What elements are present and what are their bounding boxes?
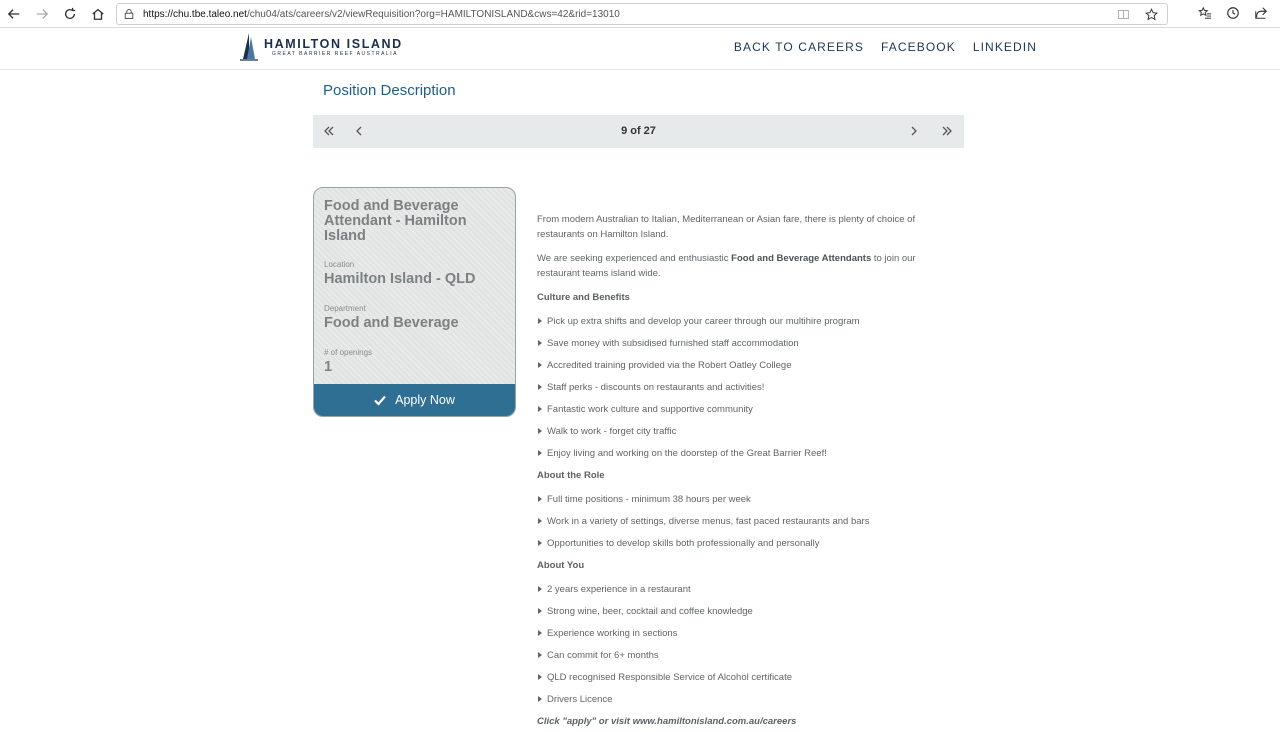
reader-view-icon[interactable] [1115,6,1131,22]
role-name: Food and Beverage Attendants [731,253,872,264]
department-value: Food and Beverage [324,315,459,331]
job-description [537,212,957,729]
page-count: 9 of 27 [621,125,656,137]
requisition-pager [313,115,964,148]
list-item: Accredited training provided via the Robert Oatley College [537,358,957,373]
site-header [0,28,1280,70]
seeking-paragraph: We are seeking experienced and enthusiastic Food and Beverage Attendants to join our restaurant teams island wide. [537,253,916,279]
next-page-icon[interactable] [906,123,922,139]
list-item: Work in a variety of settings, diverse menus, fast paced restaurants and bars [537,514,957,529]
list-item: Opportunities to develop skills both professionally and personally [537,536,957,551]
openings-label: # of openings [324,348,373,357]
list-item: Enjoy living and working on the doorstep of the Great Barrier Reef! [537,446,957,461]
list-item: Walk to work - forget city traffic [537,424,957,439]
nav-facebook[interactable]: FACEBOOK [881,40,956,54]
favorite-star-icon[interactable] [1143,6,1159,22]
list-item: Strong wine, beer, cocktail and coffee knowledge [537,604,957,619]
benefits-list [537,314,957,461]
favorites-icon[interactable] [1198,6,1212,20]
openings-value: 1 [324,359,333,375]
department-label: Department [324,304,366,313]
section-heading: About the Role [537,470,605,481]
back-icon[interactable] [0,0,28,28]
hamilton-island-logo[interactable] [238,32,403,62]
apply-call-to-action: Click "apply" or visit www.hamiltonisland.com.au/careers [537,716,797,727]
home-icon[interactable] [84,0,112,28]
share-icon[interactable] [1254,6,1268,20]
list-item: Full time positions - minimum 38 hours per week [537,492,957,507]
list-item: Experience working in sections [537,626,957,641]
list-item: Pick up extra shifts and develop your career through our multihire program [537,314,957,329]
list-item: QLD recognised Responsible Service of Alcohol certificate [537,670,957,685]
requirements-list [537,582,957,707]
url-text: https://chu.tbe.taleo.net/chu04/ats/careers/v2/viewRequisition?org=HAMILTONISLAND&cws=42&rid=13010 [143,8,620,20]
top-nav [734,40,1037,54]
role-list [537,492,957,551]
forward-icon[interactable] [28,0,56,28]
list-item: Can commit for 6+ months [537,648,957,663]
browser-toolbar [0,0,1280,28]
job-summary-card [313,187,516,417]
list-item: Save money with subsidised furnished staff accommodation [537,336,957,351]
nav-linkedin[interactable]: LINKEDIN [972,40,1037,54]
intro-paragraph: From modern Australian to Italian, Mediterranean or Asian fare, there is plenty of choice of restaurants on Hamilton Island. [537,214,916,240]
address-bar[interactable] [116,3,1168,25]
list-item: Drivers Licence [537,692,957,707]
checkmark-icon [374,394,386,406]
apply-now-label: Apply Now [395,393,455,407]
history-icon[interactable] [1226,6,1240,20]
section-heading: Culture and Benefits [537,292,630,303]
logo-main-text: HAMILTON ISLAND [264,36,403,51]
apply-now-button[interactable] [314,384,515,416]
logo-sub-text: GREAT BARRIER REEF AUSTRALIA [272,50,399,57]
location-value: Hamilton Island - QLD [324,271,476,287]
sail-logo-icon [238,32,260,62]
section-heading: About You [537,560,585,571]
refresh-icon[interactable] [56,0,84,28]
nav-back-to-careers[interactable]: BACK TO CAREERS [733,40,865,54]
list-item: Fantastic work culture and supportive community [537,402,957,417]
job-title: Food and Beverage Attendant - Hamilton Island [324,198,467,244]
list-item: Staff perks - discounts on restaurants and activities! [537,380,957,395]
location-label: Location [324,260,355,269]
lock-icon [123,8,135,20]
page-title: Position Description [323,82,456,99]
last-page-icon[interactable] [939,123,955,139]
list-item: 2 years experience in a restaurant [537,582,957,597]
